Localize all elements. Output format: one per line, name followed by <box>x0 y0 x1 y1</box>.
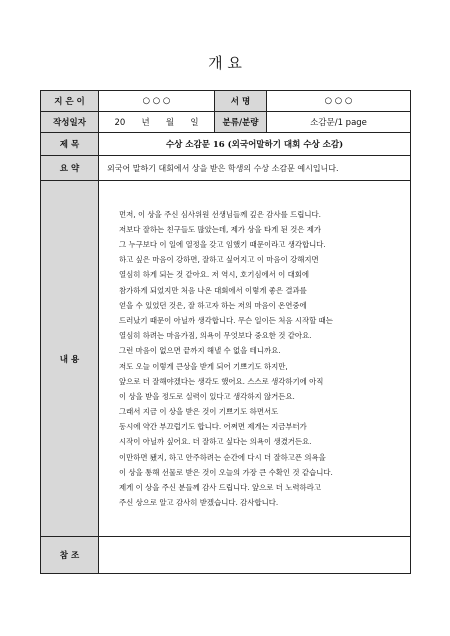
category-value: 소감문/1 page <box>267 112 411 133</box>
summary-text: 외국어 말하기 대회에서 상을 받은 학생의 수상 소감문 예시입니다. <box>99 156 411 181</box>
content-body <box>99 207 410 511</box>
content-line: 참가하게 되었지만 처음 나온 대회에서 이렇게 좋은 결과를 <box>119 285 307 295</box>
date-label: 작성일자 <box>41 112 99 133</box>
content-label: 내 용 <box>41 181 99 537</box>
reference-row <box>41 537 411 574</box>
content-line: 열심히 하게 되는 것 같아요. 저 역시, 호기심에서 이 대회에 <box>119 270 310 280</box>
content-row <box>41 181 411 537</box>
content-line: 앞으로 더 잘해야겠다는 생각도 했어요. 스스로 생각하기에 아직 <box>119 376 324 386</box>
date-row <box>41 112 411 133</box>
content-line: 얻을 수 있었던 것은, 잘 하고자 하는 저의 마음이 온연중에 <box>119 300 307 310</box>
signature-label: 서 명 <box>215 91 267 112</box>
signature-value: ○ ○ ○ <box>267 91 411 112</box>
content-line: 그런 마음이 없으면 끝까지 해낼 수 없을 테니까요. <box>119 346 281 356</box>
content-line: 그 누구보다 이 일에 열정을 갖고 임했기 때문이라고 생각합니다. <box>119 240 326 249</box>
content-line: 드러났기 때문이 아닐까 생각합니다. 무슨 일이든 처음 시작할 때는 <box>119 315 333 325</box>
page-title: 개 요 <box>208 54 242 72</box>
title-label: 제 목 <box>41 133 99 156</box>
content-line: 열심히 하려는 마음가짐, 의욕이 무엇보다 중요한 것 같아요. <box>119 331 312 341</box>
summary-label: 요 약 <box>41 156 99 181</box>
content-line: 그래서 지금 이 상을 받은 것이 기쁘기도 하면서도 <box>119 407 279 417</box>
date-value: 20 년 월 일 <box>99 112 215 133</box>
content-line: 저도 오늘 이렇게 큰상을 받게 되어 기쁘기도 하지만, <box>119 361 288 371</box>
reference-label: 참 조 <box>41 537 99 574</box>
category-label: 분류/분량 <box>215 112 267 133</box>
author-value: ○ ○ ○ <box>99 91 215 112</box>
content-line: 주신 상으로 알고 감사히 받겠습니다. 감사합니다. <box>119 498 279 508</box>
author-row <box>41 91 411 112</box>
document-title: 수상 소감문 16 (외국어말하기 대회 수상 소감) <box>99 133 411 156</box>
content-line: 하고 싶은 마음이 강하면, 잘하고 싶어지고 이 마음이 강해지면 <box>119 255 319 265</box>
title-row <box>41 133 411 156</box>
content-line: 이 상을 받을 정도로 실력이 있다고 생각하지 않거든요. <box>119 391 295 401</box>
content-line: 제게 이 상을 주신 분들께 감사 드립니다. 앞으로 더 노력하라고 <box>119 483 321 492</box>
reference-value <box>99 537 411 574</box>
author-label: 지 은 이 <box>41 91 99 112</box>
content-line: 저보다 잘하는 친구들도 많았는데, 제가 상을 타게 된 것은 제가 <box>119 224 321 234</box>
content-line: 먼저, 이 상을 주신 심사위원 선생님들께 깊은 감사를 드립니다. <box>119 209 321 219</box>
summary-form-table <box>40 90 411 574</box>
content-cell <box>99 181 411 537</box>
content-line: 이만하면 됐지, 하고 안주하려는 순간에 다시 더 잘하고픈 의욕을 <box>119 452 326 462</box>
summary-row <box>41 156 411 181</box>
content-line: 시작이 아닐까 싶어요. 더 잘하고 싶다는 의욕이 생겼거든요. <box>119 437 312 447</box>
content-line: 이 상을 통해 선물로 받은 것이 오늘의 가장 큰 수확인 것 같습니다. <box>119 467 333 477</box>
content-line: 동시에 약간 부끄럽기도 합니다. 어쩌면 제게는 지금부터가 <box>119 422 307 432</box>
